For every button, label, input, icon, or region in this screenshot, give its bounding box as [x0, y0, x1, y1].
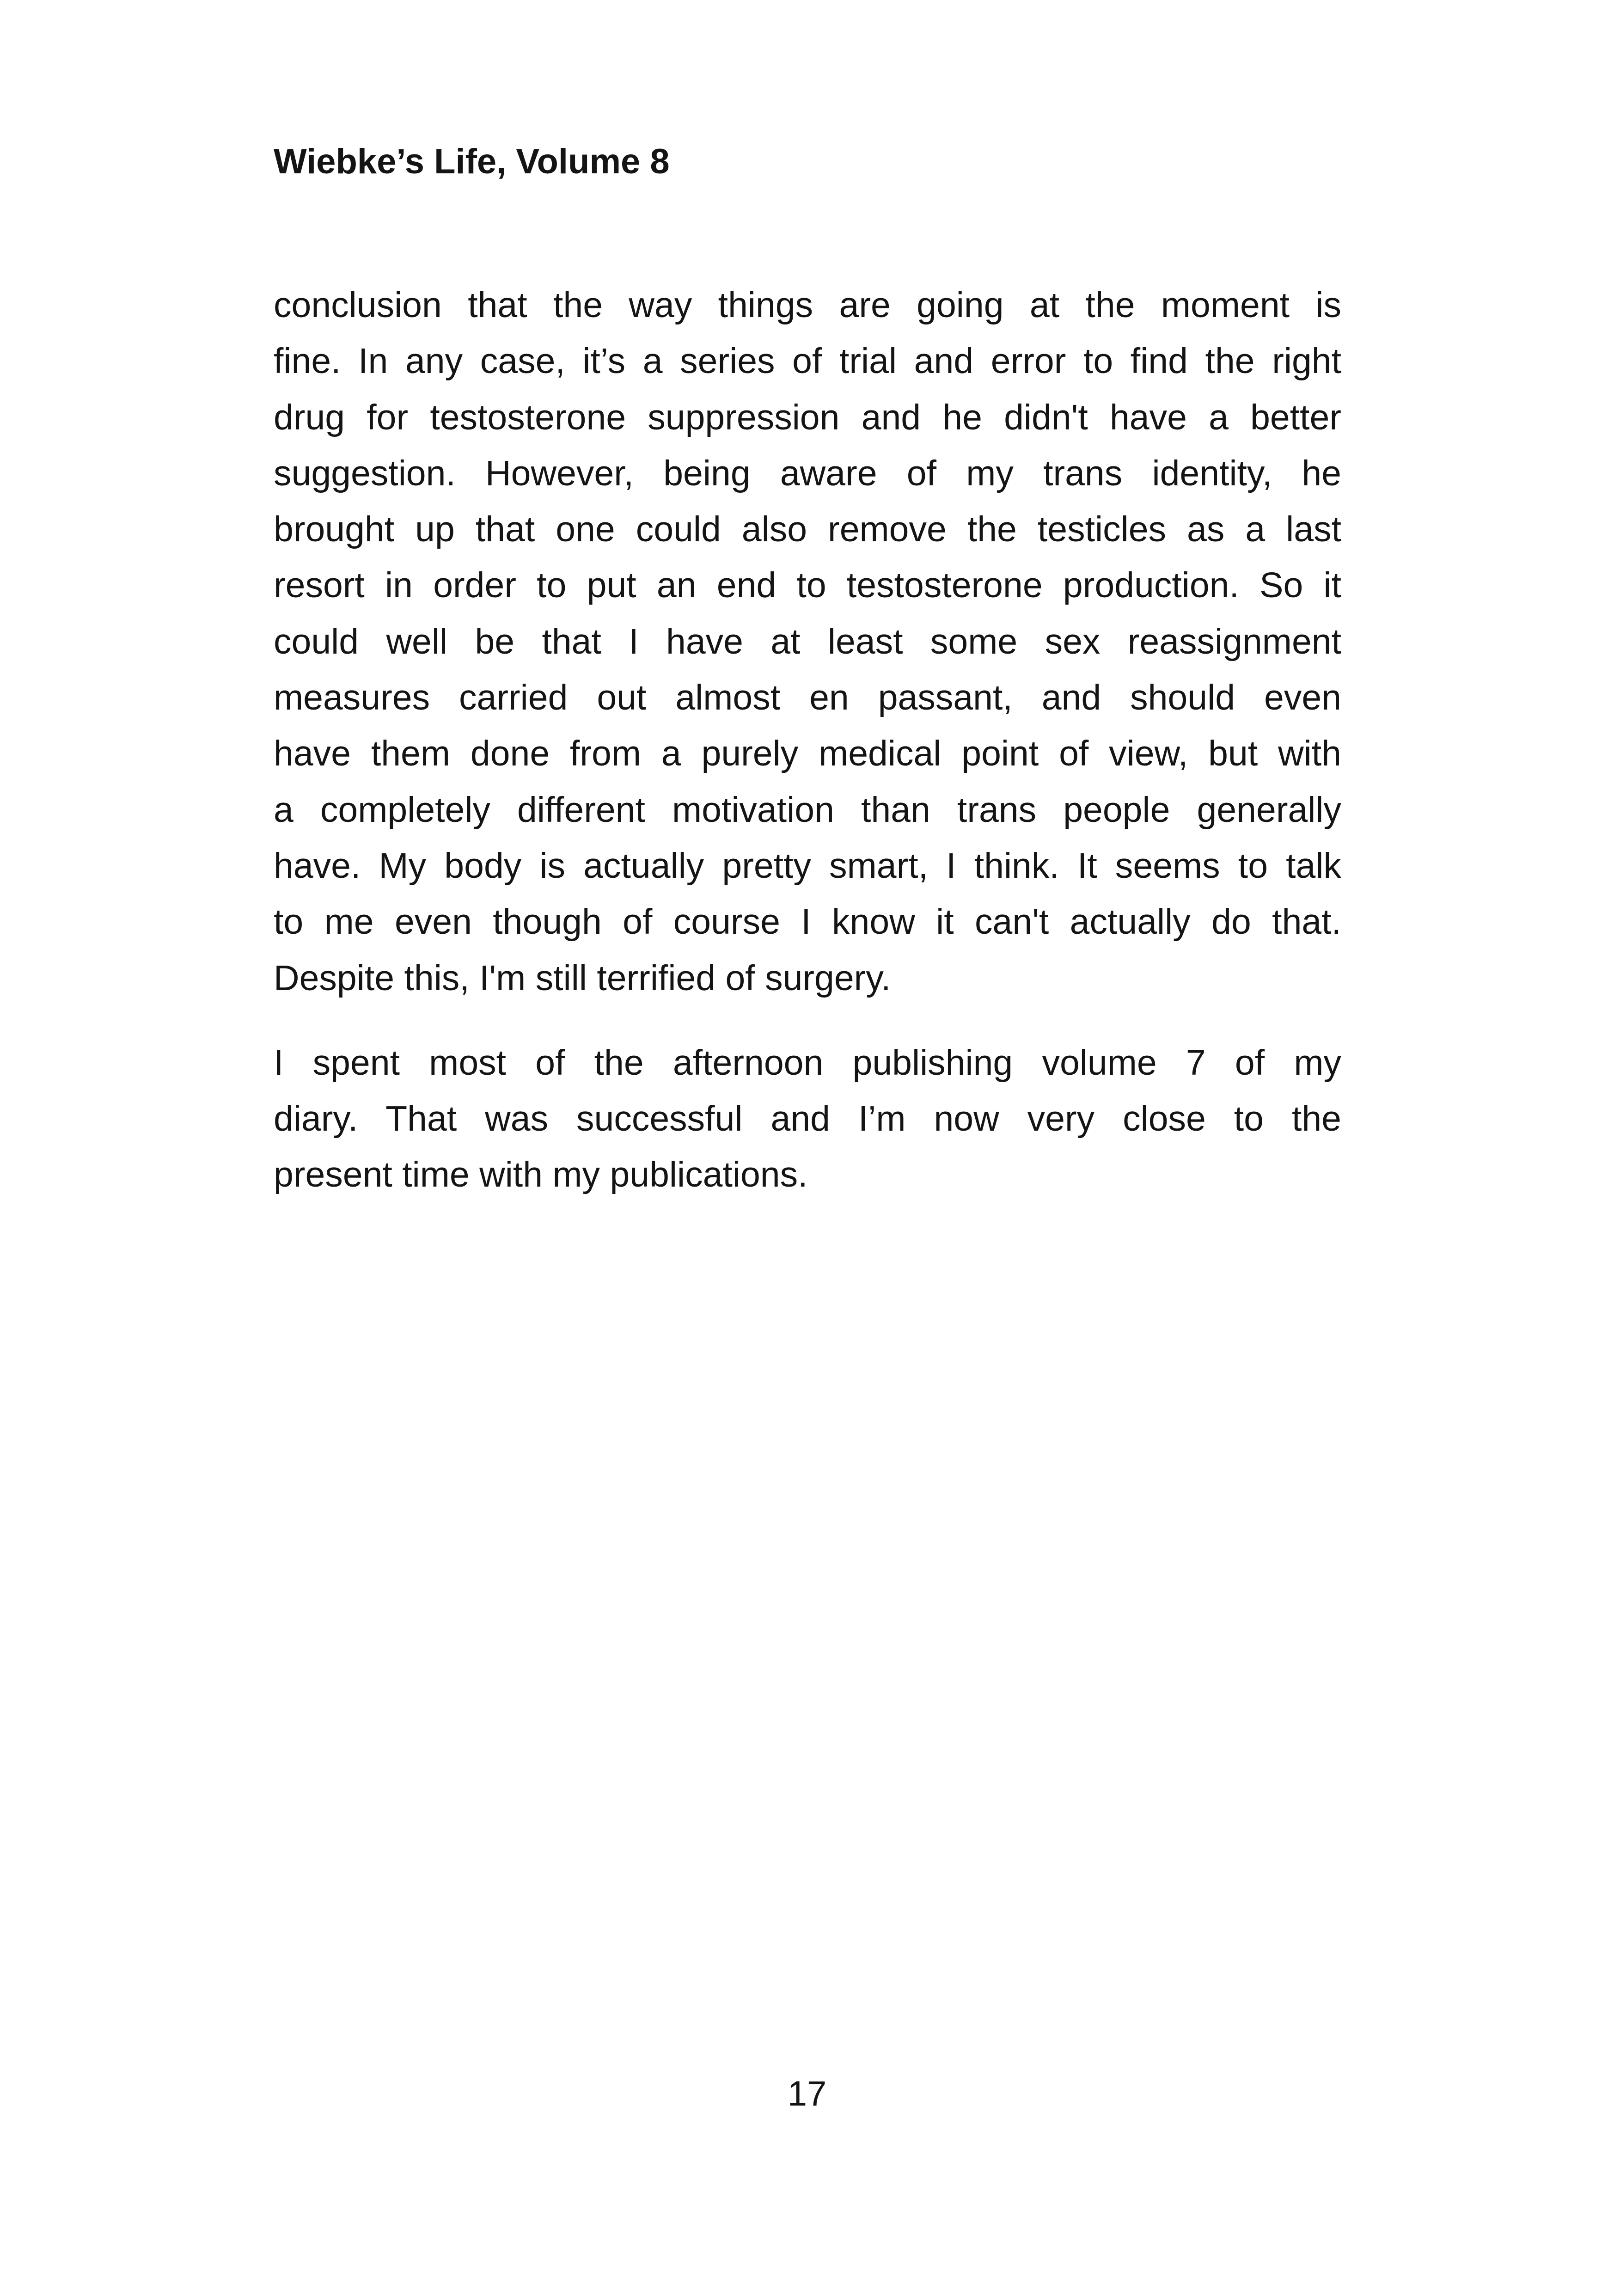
body-text	[274, 277, 1341, 1203]
text-line: have them done from a purely medical point of view, but with	[274, 734, 1341, 774]
paragraph-1	[274, 277, 1341, 1006]
text-line: drug for testosterone suppression and he didn't have a better	[274, 397, 1341, 437]
text-line: diary. That was successful and I’m now very close to the	[274, 1099, 1341, 1139]
text-line: a completely different motivation than trans people generally	[274, 790, 1341, 830]
text-line: measures carried out almost en passant, and should even	[274, 678, 1341, 718]
text-line: brought up that one could also remove the testicles as a last	[274, 509, 1341, 550]
text-line: to me even though of course I know it can't actually do that.	[274, 902, 1341, 942]
paragraph-2	[274, 1035, 1341, 1203]
text-line: present time with my publications.	[274, 1155, 808, 1195]
text-line: suggestion. However, being aware of my trans identity, he	[274, 453, 1341, 493]
text-line: resort in order to put an end to testosterone production. So it	[274, 565, 1341, 606]
running-title: Wiebke’s Life, Volume 8	[274, 142, 670, 181]
text-line: could well be that I have at least some sex reassignment	[274, 621, 1341, 661]
page-number: 17	[787, 2074, 827, 2113]
text-line: I spent most of the afternoon publishing volume 7 of my	[274, 1042, 1341, 1083]
text-line: Despite this, I'm still terrified of surgery.	[274, 958, 891, 998]
text-line: have. My body is actually pretty smart, I think. It seems to talk	[274, 845, 1341, 886]
text-line: conclusion that the way things are going at the moment is	[274, 285, 1341, 325]
text-line: fine. In any case, it’s a series of trial and error to find the right	[274, 341, 1341, 381]
